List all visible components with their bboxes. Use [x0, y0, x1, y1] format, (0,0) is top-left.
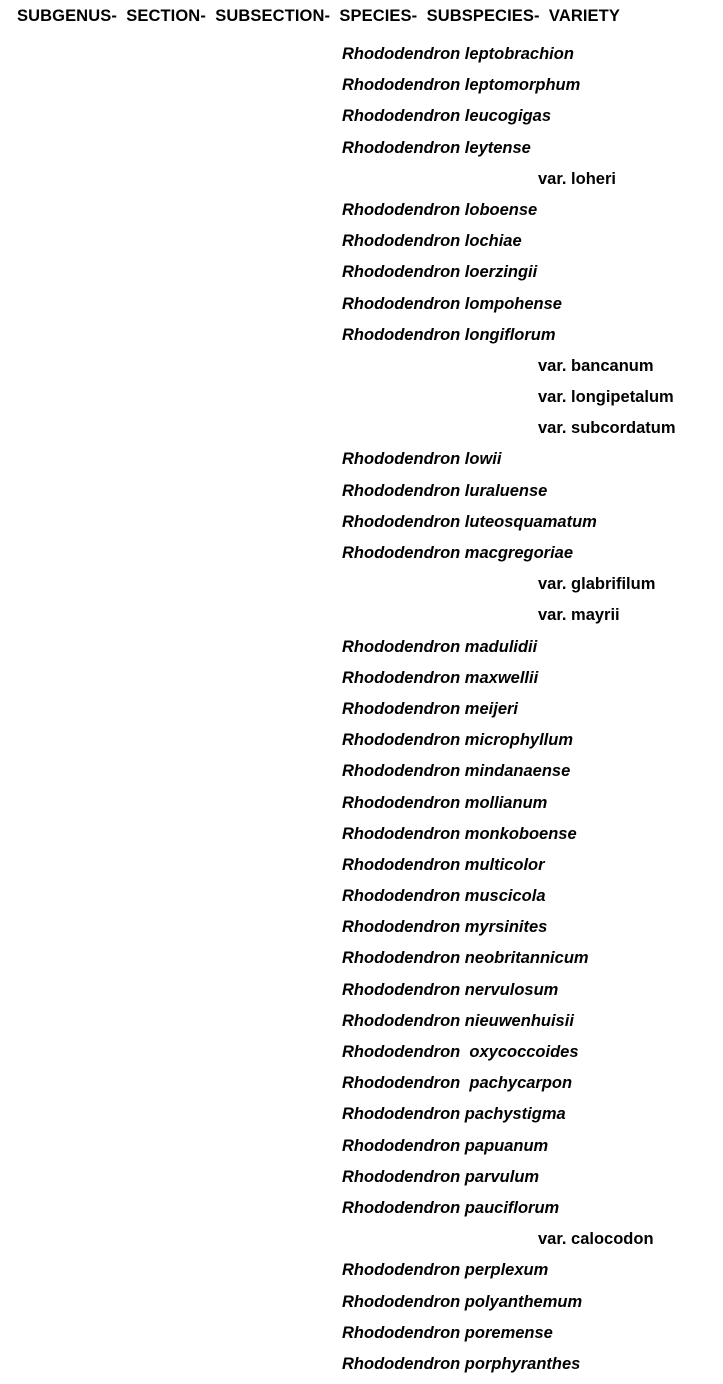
species-name: Rhododendron nervulosum — [342, 980, 559, 999]
variety-name: var. mayrii — [538, 606, 620, 625]
species-name: Rhododendron papuanum — [342, 1136, 549, 1155]
species-name: Rhododendron luteosquamatum — [342, 512, 597, 531]
species-name: Rhododendron myrsinites — [342, 918, 548, 937]
species-name: Rhododendron nieuwenhuisii — [342, 1011, 574, 1030]
species-name: Rhododendron muscicola — [342, 887, 546, 906]
species-name: Rhododendron loboense — [342, 200, 538, 219]
species-name: Rhododendron parvulum — [342, 1167, 540, 1186]
species-name: Rhododendron leucogigas — [342, 107, 551, 126]
species-name: Rhododendron pachystigma — [342, 1105, 566, 1124]
species-name: Rhododendron oxycoccoides — [342, 1043, 579, 1061]
species-name: Rhododendron madulidii — [342, 637, 538, 656]
species-name: Rhododendron luraluense — [342, 481, 548, 500]
variety-name: var. calocodon — [538, 1230, 654, 1249]
species-name: Rhododendron lompohense — [342, 294, 562, 313]
species-name: Rhododendron macgregoriae — [342, 544, 574, 562]
variety-name: var. loheri — [538, 169, 616, 188]
species-name: Rhododendron leytense — [342, 138, 531, 157]
species-name: Rhododendron pachycarpon — [342, 1074, 573, 1093]
species-name: Rhododendron meijeri — [342, 699, 519, 718]
species-name: Rhododendron leptobrachion — [342, 45, 574, 63]
species-name: Rhododendron maxwellii — [342, 668, 539, 687]
variety-name: var. subcordatum — [538, 419, 676, 438]
species-name: Rhododendron lochiae — [342, 232, 522, 251]
species-name: Rhododendron microphyllum — [342, 731, 573, 750]
species-name: Rhododendron leptomorphum — [342, 76, 581, 95]
species-name: Rhododendron longiflorum — [342, 325, 556, 344]
species-name: Rhododendron neobritannicum — [342, 949, 589, 968]
species-name: Rhododendron pauciflorum — [342, 1198, 560, 1217]
variety-name: var. glabrifilum — [538, 575, 656, 594]
species-name: Rhododendron polyanthemum — [342, 1292, 583, 1311]
species-name: Rhododendron mindanaense — [342, 762, 571, 781]
column-header: SUBGENUS- SECTION- SUBSECTION- SPECIES- SUBSPECIES- VARIETY — [17, 7, 620, 25]
species-name: Rhododendron porphyranthes — [342, 1354, 581, 1373]
taxon-list — [0, 41, 723, 1382]
species-name: Rhododendron perplexum — [342, 1261, 549, 1280]
species-name: Rhododendron monkoboense — [342, 824, 577, 843]
variety-name: var. longipetalum — [538, 388, 674, 407]
species-name: Rhododendron poremense — [342, 1323, 553, 1342]
species-name: Rhododendron mollianum — [342, 793, 548, 812]
species-name: Rhododendron multicolor — [342, 855, 545, 874]
variety-name: var. bancanum — [538, 356, 654, 375]
species-name: Rhododendron loerzingii — [342, 263, 538, 282]
species-name: Rhododendron lowii — [342, 450, 502, 469]
